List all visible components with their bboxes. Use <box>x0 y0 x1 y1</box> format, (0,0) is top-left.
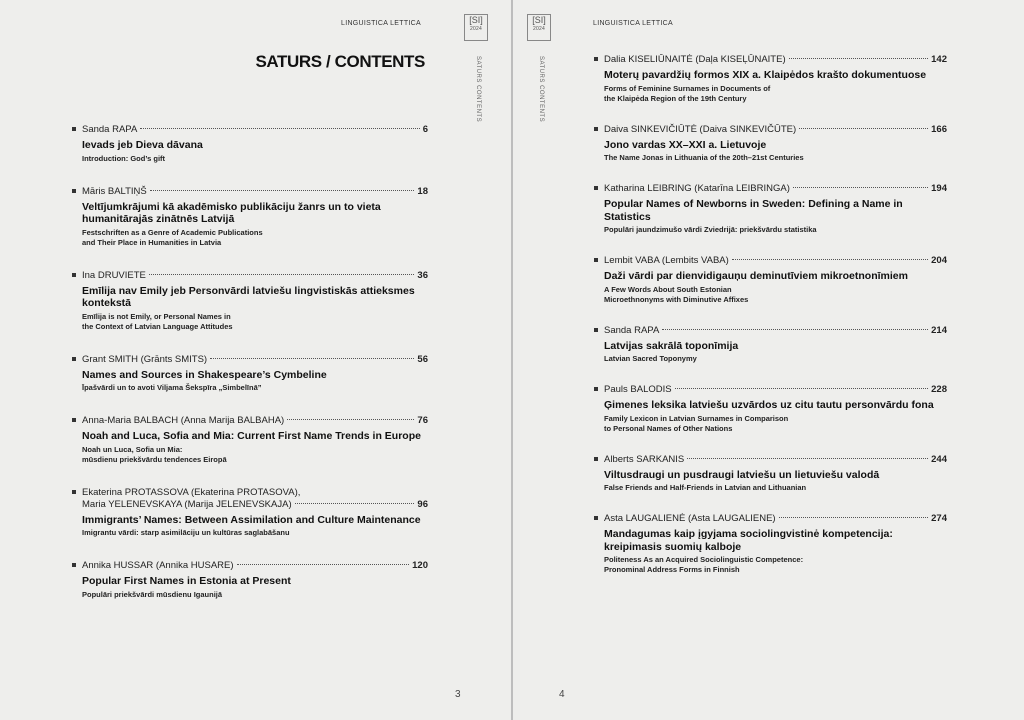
page-number-right: 4 <box>559 689 565 700</box>
dot-leader <box>149 274 415 275</box>
entry-author-row <box>594 183 947 195</box>
entry-page-number: 274 <box>931 513 947 524</box>
entry-page-number: 76 <box>417 415 428 426</box>
entry-page-number: 142 <box>931 54 947 65</box>
toc-entry <box>594 325 947 365</box>
issue-badge <box>464 14 488 41</box>
bullet-icon <box>594 127 598 131</box>
entry-author: Anna-Maria BALBACH (Anna Marija BALBAHA) <box>82 415 285 426</box>
entry-subtitle <box>82 528 428 538</box>
entry-subtitle <box>604 153 947 163</box>
entry-subtitle <box>604 354 947 364</box>
entry-subtitle-line: Family Lexicon in Latvian Surnames in Comparison <box>604 413 789 423</box>
entry-author: Sanda RAPA <box>82 124 138 135</box>
entry-author: Pauls BALODIS <box>604 384 672 395</box>
entry-subtitle-line: Imigrantu vārdi: starp asimilāciju un kultūras saglabāšanu <box>82 528 290 537</box>
vertical-label-contents: CONTENTS <box>475 85 481 123</box>
entry-subtitle-line: False Friends and Half-Friends in Latvian and Lithuanian <box>604 483 807 492</box>
entry-subtitle <box>604 285 947 305</box>
entry-subtitle <box>604 414 947 434</box>
entry-page-number: 166 <box>931 123 947 135</box>
entry-author: Lembit VABA (Lembits VABA) <box>604 255 729 266</box>
running-head: LINGUISTICA LETTICA <box>341 20 421 27</box>
dot-leader <box>150 190 415 191</box>
left-page <box>0 0 511 720</box>
entry-subtitle-line: A Few Words About South Estonian <box>604 284 732 294</box>
toc-entry <box>72 124 428 164</box>
entry-author-row <box>594 54 947 66</box>
entry-title: Daži vārdi par dienvidigauņu deminutīviem mikroetnonīmiem <box>604 270 908 282</box>
entry-page-number: 204 <box>931 255 947 266</box>
entry-page-number: 18 <box>417 185 428 197</box>
entry-subtitle-line: Forms of Feminine Surnames in Documents of <box>604 83 771 93</box>
dot-leader <box>210 358 414 359</box>
issue-year: 2024 <box>470 26 482 32</box>
entry-subtitle-line: Populāri priekšvārdi mūsdienu Igaunijā <box>82 589 223 599</box>
page-title: SATURS / CONTENTS <box>255 52 425 71</box>
entry-page-number: 36 <box>417 269 428 281</box>
bullet-icon <box>72 490 76 494</box>
dot-leader <box>675 388 929 389</box>
dot-leader <box>237 564 410 565</box>
entry-subtitle-line: Īpašvārdi un to avoti Viljama Šekspīra „Simbelīnā” <box>82 383 262 392</box>
entry-author: Dalia KISELIŪNAITĖ (Daļa KISEĻŪNAITE) <box>604 54 786 65</box>
entry-subtitle <box>604 483 947 493</box>
entry-subtitle-line: mūsdienu priekšvārdu tendences Eiropā <box>82 454 227 464</box>
entry-title: Popular Names of Newborns in Sweden: Defining a Name in Statistics <box>604 198 903 223</box>
right-page <box>513 0 1024 720</box>
entry-subtitle <box>82 312 428 332</box>
entry-page-number: 228 <box>931 384 947 395</box>
entry-page-number: 56 <box>417 353 428 365</box>
entry-subtitle-line: The Name Jonas in Lithuania of the 20th–21st Centuries <box>604 153 804 162</box>
entry-subtitle <box>604 84 947 104</box>
entry-subtitle-line: Emīlija is not Emily, or Personal Names in <box>82 311 231 321</box>
toc-entry <box>72 415 428 465</box>
running-head-right: LINGUISTICA LETTICA <box>593 20 673 27</box>
entry-page-number: 120 <box>412 560 428 571</box>
toc-entry <box>594 384 947 434</box>
entry-author: Daiva SINKEVIČIŪTĖ (Daiva SINKEVIČŪTE) <box>604 123 797 135</box>
entry-page-number: 6 <box>422 124 428 135</box>
entry-title: Noah and Luca, Sofia and Mia: Current First Name Trends in Europe <box>82 430 421 442</box>
dot-leader <box>779 517 929 518</box>
entry-page-number: 96 <box>417 498 428 510</box>
bullet-icon <box>594 57 598 61</box>
entry-author: Māris BALTIŅŠ <box>82 185 147 197</box>
entry-author-row <box>594 454 947 466</box>
entry-author: Ina DRUVIETE <box>82 269 146 281</box>
contents-list-left <box>72 124 428 600</box>
entry-author-row <box>594 124 947 136</box>
bullet-icon <box>594 457 598 461</box>
dot-leader <box>662 329 928 330</box>
entry-subtitle <box>82 154 428 164</box>
entry-subtitle-line: and Their Place in Humanities in Latvia <box>82 237 222 247</box>
entry-title: Moterų pavardžių formos XIX a. Klaipėdos krašto dokumentuose <box>604 69 927 81</box>
toc-entry <box>72 186 428 248</box>
entry-author: Ekaterina PROTASSOVA (Ekaterina PROTASOVA), <box>82 486 301 498</box>
entry-subtitle-line: Noah un Luca, Sofia un Mia: <box>82 444 183 454</box>
bullet-icon <box>594 328 598 332</box>
vertical-section-label-right <box>537 56 545 122</box>
entry-author-row <box>72 354 428 366</box>
entry-author-row <box>594 325 947 337</box>
entry-title: Mandagumas kaip įgyjama sociolingvistinė kompetencija: kreipimasis suomių kalboje <box>604 528 893 553</box>
bullet-icon <box>72 189 76 193</box>
entry-author-row <box>72 270 428 282</box>
entry-title: Veltījumkrājumi kā akadēmisko publikāciju žanrs un to vieta humanitārajās zinātnēs Latvijā <box>82 200 381 225</box>
entry-author: Annika HUSSAR (Annika HUSARE) <box>82 560 234 571</box>
entry-subtitle <box>82 383 428 393</box>
entry-subtitle-line: Festschriften as a Genre of Academic Publications <box>82 227 263 237</box>
entry-subtitle-line: Populāri jaundzimušo vārdi Zviedrijā: priekšvārdu statistika <box>604 225 817 234</box>
bullet-icon <box>594 387 598 391</box>
toc-entry <box>72 354 428 394</box>
dot-leader <box>140 128 419 129</box>
entry-subtitle-line: the Context of Latvian Language Attitudes <box>82 321 233 331</box>
entry-author: Sanda RAPA <box>604 324 660 336</box>
entry-title: Emīlija nav Emily jeb Personvārdi latviešu lingvistiskās attieksmes kontekstā <box>82 284 415 309</box>
toc-entry <box>72 487 428 539</box>
dot-leader <box>287 419 414 420</box>
entry-author-row <box>72 487 428 511</box>
entry-page-number: 244 <box>931 453 947 465</box>
entry-author-line <box>72 487 428 499</box>
entry-author-row <box>72 186 428 198</box>
entry-title: Popular First Names in Estonia at Present <box>82 575 291 587</box>
entry-author: Asta LAUGALIENĖ (Asta LAUGALIENE) <box>604 513 776 524</box>
entry-author-row <box>594 384 947 396</box>
entry-subtitle-line: Politeness As an Acquired Sociolinguistic Competence: <box>604 555 804 564</box>
entry-title: Viltusdraugi un pusdraugi latviešu un lietuviešu valodā <box>604 468 880 481</box>
vertical-label-saturs: SATURS <box>475 56 481 83</box>
bullet-icon <box>72 127 76 131</box>
toc-entry <box>594 255 947 305</box>
dot-leader <box>687 458 928 459</box>
entry-subtitle <box>82 228 428 248</box>
bullet-icon <box>594 186 598 190</box>
entry-title: Immigrants’ Names: Between Assimilation and Culture Maintenance <box>82 513 421 526</box>
bullet-icon <box>594 516 598 520</box>
entry-page-number: 194 <box>931 183 947 194</box>
entry-subtitle-line: Pronominal Address Forms in Finnish <box>604 565 740 574</box>
issue-abbr: [SI] <box>469 15 483 25</box>
entry-title: Jono vardas XX–XXI a. Lietuvoje <box>604 138 767 151</box>
entry-subtitle-line: to Personal Names of Other Nations <box>604 423 733 433</box>
bullet-icon <box>72 418 76 422</box>
entry-author: Grant SMITH (Grānts SMITS) <box>82 353 208 365</box>
dot-leader <box>295 503 415 504</box>
entry-subtitle-line: Microethnonyms with Diminutive Affixes <box>604 294 749 304</box>
issue-abbr-right: [SI] <box>532 15 546 25</box>
vertical-section-label <box>474 56 482 122</box>
entry-title: Names and Sources in Shakespeare’s Cymbeline <box>82 368 327 381</box>
entry-subtitle <box>82 590 428 600</box>
entry-author-row <box>72 124 428 136</box>
entry-subtitle-line: Latvian Sacred Toponymy <box>604 354 697 363</box>
entry-subtitle <box>604 555 947 575</box>
entry-author-row <box>594 255 947 267</box>
toc-entry <box>594 54 947 104</box>
bullet-icon <box>72 563 76 567</box>
entry-subtitle-line: Introduction: God’s gift <box>82 153 166 163</box>
entry-title: Ievads jeb Dieva dāvana <box>82 139 203 151</box>
dot-leader <box>789 58 929 59</box>
toc-entry <box>594 183 947 235</box>
entry-subtitle-line: the Klaipėda Region of the 19th Century <box>604 93 747 103</box>
entry-subtitle <box>604 225 947 235</box>
entry-author: Maria YELENEVSKAYA (Marija JELENEVSKAJA) <box>82 498 292 510</box>
entry-subtitle <box>82 445 428 465</box>
page-number-left: 3 <box>455 689 461 700</box>
issue-year-right: 2024 <box>533 26 545 32</box>
bullet-icon <box>72 357 76 361</box>
toc-entry <box>594 454 947 494</box>
toc-entry <box>72 560 428 600</box>
entry-author: Katharina LEIBRING (Katarīna LEIBRINGA) <box>604 183 790 194</box>
entry-author-row <box>594 513 947 525</box>
issue-badge-right <box>527 14 551 41</box>
entry-page-number: 214 <box>931 324 947 336</box>
dot-leader <box>799 128 928 129</box>
entry-author: Alberts SARKANIS <box>604 453 685 465</box>
dot-leader <box>793 187 928 188</box>
bullet-icon <box>594 258 598 262</box>
entry-author-row <box>72 415 428 427</box>
contents-list-right <box>594 54 947 575</box>
entry-author-line <box>72 499 428 511</box>
vertical-label-contents-right: CONTENTS <box>538 85 544 123</box>
bullet-icon <box>72 273 76 277</box>
dot-leader <box>732 259 928 260</box>
entry-title: Ģimenes leksika latviešu uzvārdos uz citu tautu personvārdu fona <box>604 399 934 411</box>
toc-entry <box>594 124 947 164</box>
vertical-label-saturs-right: SATURS <box>538 56 544 83</box>
toc-entry <box>72 270 428 332</box>
entry-title: Latvijas sakrālā toponīmija <box>604 339 739 352</box>
entry-author-row <box>72 560 428 572</box>
toc-entry <box>594 513 947 575</box>
